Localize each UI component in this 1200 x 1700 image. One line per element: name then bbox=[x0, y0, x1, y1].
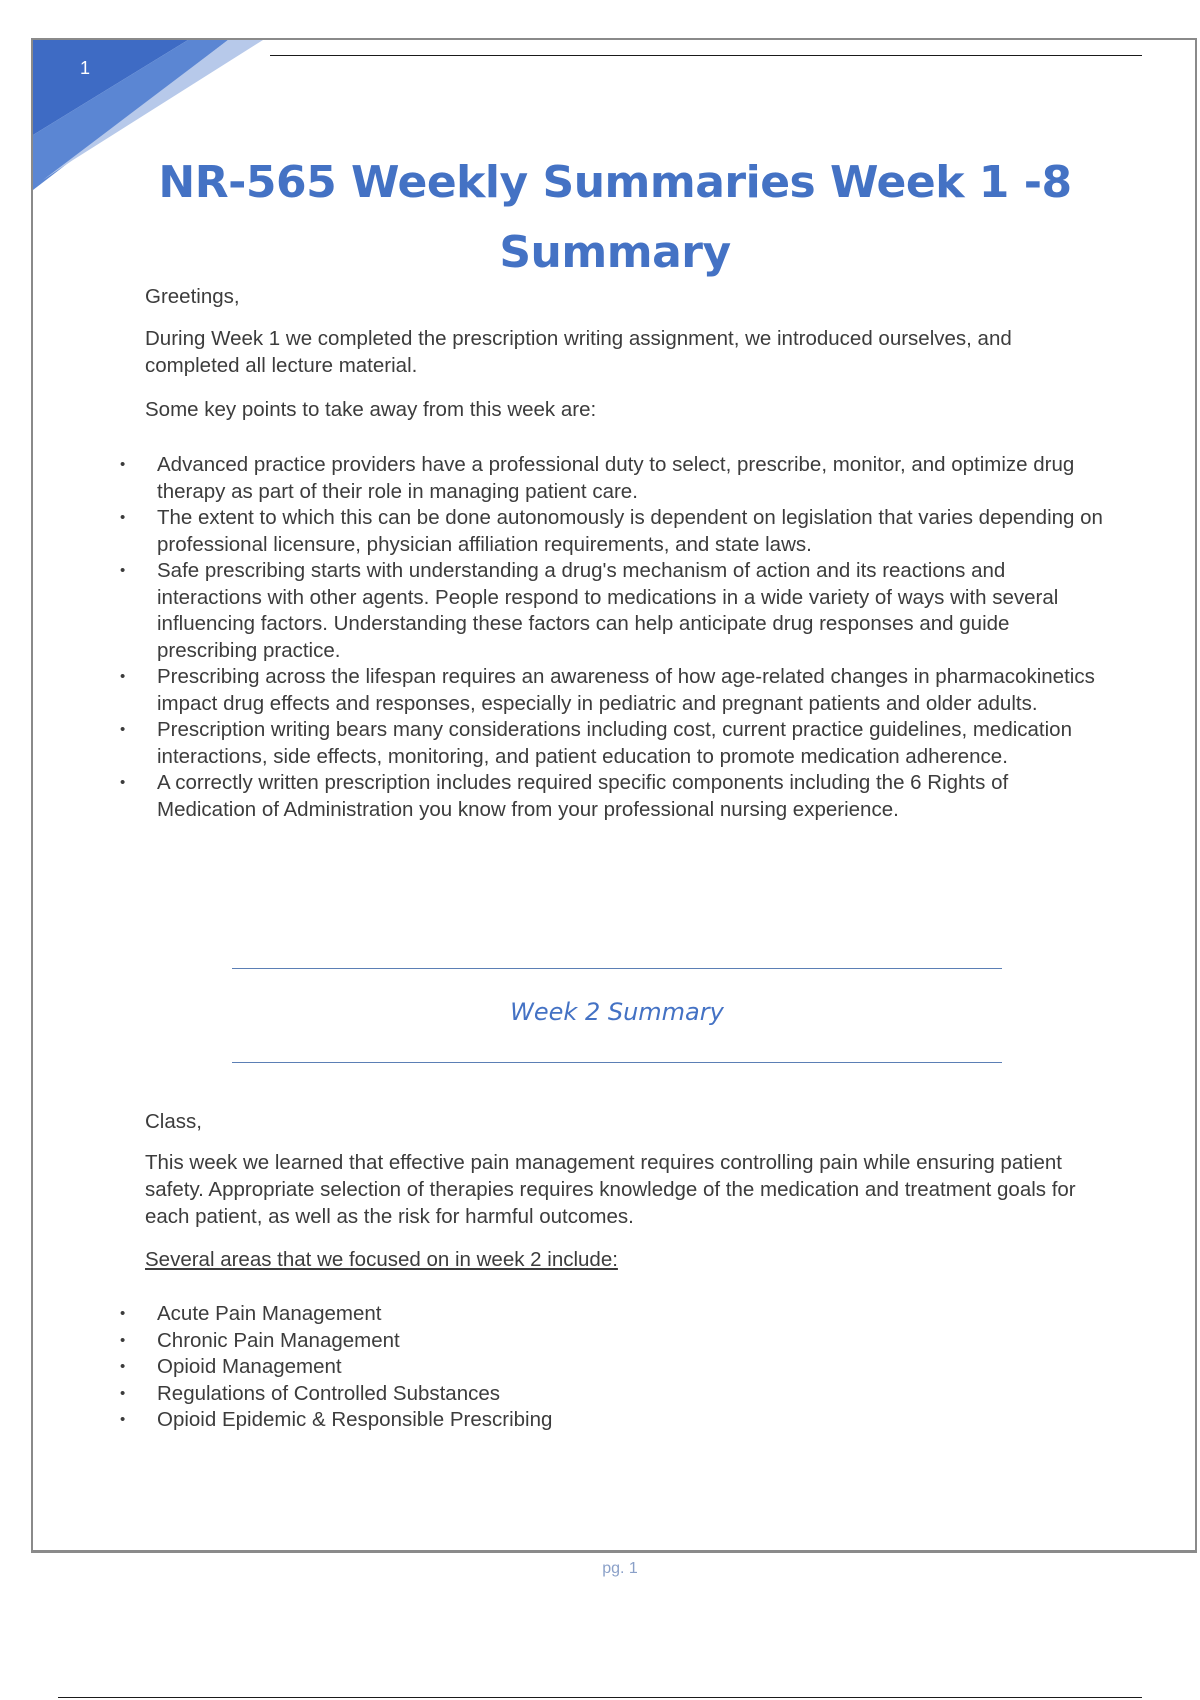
list-item: • Opioid Epidemic & Responsible Prescribing bbox=[120, 1407, 1105, 1434]
week2-topics bbox=[120, 1301, 1105, 1434]
document-title bbox=[120, 148, 1110, 288]
section-divider-top bbox=[232, 968, 1002, 969]
week2-greeting: Class, bbox=[145, 1110, 202, 1133]
list-item: • Regulations of Controlled Substances bbox=[120, 1381, 1105, 1408]
section-divider-bottom bbox=[232, 1062, 1002, 1063]
week1-key-points bbox=[120, 452, 1105, 823]
header-rule bbox=[270, 55, 1142, 56]
page-number-top: 1 bbox=[80, 58, 91, 78]
list-item: • Prescription writing bears many considerations including cost, current practice guidelines, medication interactions, side effects, monitoring, and patient education to promote medication adherence. bbox=[120, 717, 1105, 770]
week1-lead: Some key points to take away from this week are: bbox=[145, 398, 597, 421]
list-item: • Opioid Management bbox=[120, 1354, 1105, 1381]
week1-intro: During Week 1 we completed the prescription writing assignment, we introduced ourselves, and completed all lecture material. bbox=[145, 327, 1012, 377]
week1-greeting: Greetings, bbox=[145, 285, 240, 308]
title-line-1: NR-565 Weekly Summaries Week 1 -8 bbox=[158, 157, 1072, 208]
next-page-rule bbox=[58, 1697, 1142, 1698]
list-item: • Acute Pain Management bbox=[120, 1301, 1105, 1328]
footer-page-number: pg. 1 bbox=[602, 1560, 638, 1577]
week2-lead: Several areas that we focused on in week 2 include: bbox=[145, 1248, 618, 1271]
list-item: • The extent to which this can be done autonomously is dependent on legislation that varies depending on professional licensure, physician affiliation requirements, and state laws. bbox=[120, 505, 1105, 558]
list-item: • Chronic Pain Management bbox=[120, 1328, 1105, 1355]
title-line-2: Summary bbox=[499, 227, 731, 278]
list-item: • Prescribing across the lifespan requires an awareness of how age-related changes in pharmacokinetics impact drug effects and responses, especially in pediatric and pregnant patients and older adults. bbox=[120, 664, 1105, 717]
week2-lead-wrapper bbox=[145, 1246, 1105, 1273]
list-item: • Safe prescribing starts with understanding a drug's mechanism of action and its reactions and interactions with other agents. People respond to medications in a wide variety of ways with several influencing factors. Understanding these factors can help anticipate drug responses and guide prescribing practice. bbox=[120, 558, 1105, 664]
week2-intro: This week we learned that effective pain management requires controlling pain while ensuring patient safety. Appropriate selection of therapies requires knowledge of the medication and treatment goals for each patient, as well as the risk for harmful outcomes. bbox=[145, 1151, 1076, 1228]
list-item: • Advanced practice providers have a professional duty to select, prescribe, monitor, and optimize drug therapy as part of their role in managing patient care. bbox=[120, 452, 1105, 505]
week2-heading: Week 2 Summary bbox=[510, 998, 724, 1026]
list-item: • A correctly written prescription includes required specific components including the 6 Rights of Medication of Administration you know from your professional nursing experience. bbox=[120, 770, 1105, 823]
